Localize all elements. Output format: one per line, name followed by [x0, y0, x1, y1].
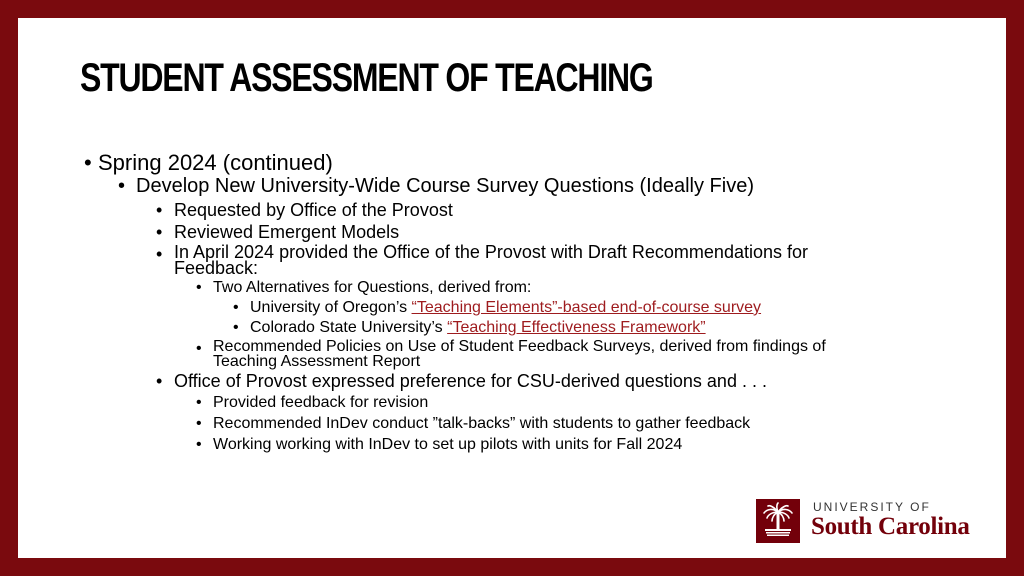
bullet-icon: • — [196, 340, 202, 357]
bullet-colorado-state — [78, 318, 966, 337]
bullet-reviewed — [78, 222, 966, 242]
oregon-survey-link[interactable]: “Teaching Elements”-based end-of-course survey — [411, 299, 762, 316]
bullet-icon: • — [156, 244, 163, 264]
palmetto-icon — [756, 499, 800, 543]
bullet-text-line2: Feedback: — [174, 258, 259, 278]
bullet-icon: • — [196, 436, 202, 453]
bullet-text: Office of Provost expressed preference for CSU-derived questions and . . . — [174, 371, 767, 391]
bullet-office-of-provost — [78, 371, 966, 391]
bullet-icon: • — [233, 299, 239, 316]
bullet-icon: • — [196, 279, 202, 296]
bullet-text: Reviewed Emergent Models — [174, 222, 400, 242]
slide — [18, 18, 1006, 558]
bullet-text: Recommended InDev conduct ”talk-backs” with students to gather feedback — [213, 415, 751, 432]
bullet-text-line2: Teaching Assessment Report — [213, 353, 421, 370]
bullet-icon: • — [196, 394, 202, 411]
bullet-icon: • — [233, 319, 239, 336]
bullet-provided-feedback — [78, 393, 966, 412]
bullet-two-alternatives — [78, 278, 966, 297]
bullet-working-pilots — [78, 435, 966, 454]
bullet-april-2024 — [78, 244, 966, 276]
bullet-text: Two Alternatives for Questions, derived from: — [213, 279, 532, 296]
bullet-list — [78, 150, 966, 454]
bullet-oregon — [78, 298, 966, 317]
bullet-icon: • — [118, 175, 126, 197]
usc-logo — [756, 497, 988, 545]
bullet-icon: • — [156, 371, 163, 391]
bullet-recommended-policies — [78, 339, 966, 369]
logo-university-of: UNIVERSITY OF — [813, 500, 931, 514]
bullet-text-line1: Recommended Policies on Use of Student Feedback Surveys, derived from findings of — [213, 338, 826, 355]
bullet-text: Working working with InDev to set up pilots with units for Fall 2024 — [213, 436, 683, 453]
bullet-text: Spring 2024 (continued) — [98, 150, 333, 175]
bullet-text: Develop New University-Wide Course Survey Questions (Ideally Five) — [136, 175, 754, 197]
logo-south-carolina: South Carolina — [811, 513, 970, 540]
bullet-text: University of Oregon’s — [250, 299, 412, 316]
bullet-icon: • — [156, 200, 163, 220]
bullet-text: Requested by Office of the Provost — [174, 200, 453, 220]
bullet-text: Colorado State University’s — [250, 319, 448, 336]
bullet-talk-backs — [78, 414, 966, 433]
csu-framework-link[interactable]: “Teaching Effectiveness Framework” — [447, 319, 706, 336]
bullet-icon: • — [156, 222, 163, 242]
bullet-icon: • — [84, 150, 92, 175]
bullet-text-line1: In April 2024 provided the Office of the Provost with Draft Recommendations for — [174, 242, 808, 262]
bullet-text: Provided feedback for revision — [213, 394, 429, 411]
bullet-icon: • — [196, 415, 202, 432]
slide-title: STUDENT ASSESSMENT OF TEACHING — [80, 56, 653, 100]
bullet-requested — [78, 200, 966, 220]
bullet-develop-questions — [78, 175, 966, 198]
bullet-spring-2024 — [78, 150, 966, 175]
